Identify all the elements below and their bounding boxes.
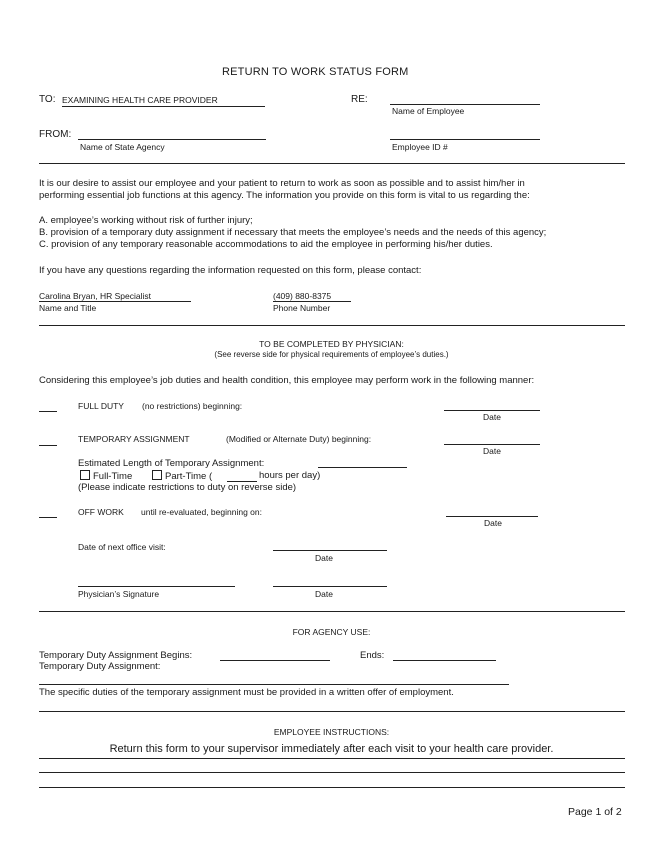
estimated-length-label: Estimated Length of Temporary Assignment:: [78, 458, 265, 469]
date-label: Date: [315, 589, 333, 599]
agency-heading: FOR AGENCY USE:: [292, 627, 371, 637]
name-of-employee-label: Name of Employee: [392, 106, 465, 116]
part-time-checkbox[interactable]: [152, 470, 162, 480]
name-and-title-label: Name and Title: [39, 303, 97, 313]
duty-assignment-label: Temporary Duty Assignment:: [39, 661, 161, 672]
physician-heading: TO BE COMPLETED BY PHYSICIAN:: [259, 339, 404, 349]
re-label: RE:: [351, 94, 368, 105]
full-time-label: Full-Time: [93, 471, 133, 482]
date-label: Date: [483, 412, 501, 422]
questions-text: If you have any questions regarding the information requested on this form, please contact:: [39, 265, 422, 276]
employee-name-field[interactable]: [390, 104, 540, 105]
ends-label: Ends:: [360, 650, 385, 661]
hours-per-day-label: hours per day): [259, 470, 321, 481]
instruction-line: [39, 758, 625, 759]
next-visit-date-field[interactable]: [273, 550, 387, 551]
full-time-option[interactable]: [80, 470, 132, 482]
date-label: Date: [315, 553, 333, 563]
intro-line-2: performing essential job functions at this agency. The information you provide on this form is vital to us regarding the:: [39, 190, 530, 201]
signature-date-field[interactable]: [273, 586, 387, 587]
estimated-length-field[interactable]: [318, 467, 407, 468]
divider: [39, 163, 625, 164]
employee-id-label: Employee ID #: [392, 142, 448, 152]
instruction-line: [39, 787, 625, 788]
full-duty-checkbox-blank[interactable]: [39, 411, 57, 412]
contact-name-value: Carolina Bryan, HR Specialist: [39, 291, 191, 302]
instruction-line: [39, 772, 625, 773]
name-of-state-agency-label: Name of State Agency: [80, 142, 165, 152]
employee-instruction: Return this form to your supervisor immediately after each visit to your health care provider.: [109, 743, 554, 755]
physician-signature-field[interactable]: [78, 586, 235, 587]
off-work-note: until re-evaluated, beginning on:: [141, 507, 262, 517]
temp-assignment-note: (Modified or Alternate Duty) beginning:: [226, 434, 372, 444]
full-duty-note: (no restrictions) beginning:: [142, 401, 243, 411]
to-value: EXAMINING HEALTH CARE PROVIDER: [62, 95, 265, 107]
from-label: FROM:: [39, 129, 72, 140]
next-visit-label: Date of next office visit:: [78, 542, 166, 552]
duty-ends-field[interactable]: [393, 660, 496, 661]
physician-subheading: (See reverse side for physical requirements of employee’s duties.): [214, 350, 449, 359]
temp-assignment-checkbox-blank[interactable]: [39, 445, 57, 446]
off-work-checkbox-blank[interactable]: [39, 517, 57, 518]
phone-number-label: Phone Number: [273, 303, 331, 313]
duty-begins-field[interactable]: [220, 660, 330, 661]
intro-item-b: B. provision of a temporary duty assignment if necessary that meets the employee’s needs and the needs of this agency;: [39, 227, 547, 238]
full-duty-label: FULL DUTY: [78, 401, 124, 411]
restrictions-note: (Please indicate restrictions to duty on reverse side): [78, 482, 297, 493]
duty-begins-label: Temporary Duty Assignment Begins:: [39, 650, 193, 661]
temp-assignment-date-field[interactable]: [444, 444, 540, 445]
specific-duties-note: The specific duties of the temporary assignment must be provided in a written offer of employment.: [39, 687, 454, 698]
intro-item-c: C. provision of any temporary reasonable accommodations to aid the employee in performing his/her duties.: [39, 239, 493, 250]
part-time-option[interactable]: [152, 470, 212, 482]
off-work-label: OFF WORK: [78, 507, 124, 517]
divider: [39, 325, 625, 326]
form-title: RETURN TO WORK STATUS FORM: [222, 66, 409, 78]
physician-signature-label: Physician’s Signature: [78, 589, 160, 599]
employee-heading: EMPLOYEE INSTRUCTIONS:: [273, 727, 390, 737]
page-number: Page 1 of 2: [568, 806, 622, 818]
full-duty-date-field[interactable]: [444, 410, 540, 411]
date-label: Date: [483, 446, 501, 456]
full-time-checkbox[interactable]: [80, 470, 90, 480]
date-label: Date: [484, 518, 502, 528]
part-time-label: Part-Time (: [165, 471, 213, 482]
assignment-description-field[interactable]: [39, 684, 509, 685]
employee-id-field[interactable]: [390, 139, 540, 140]
intro-item-a: A. employee’s working without risk of further injury;: [39, 215, 253, 226]
state-agency-field[interactable]: [78, 139, 266, 140]
to-label: TO:: [39, 94, 56, 105]
temp-assignment-label: TEMPORARY ASSIGNMENT: [78, 434, 190, 444]
divider: [39, 611, 625, 612]
contact-phone-value: (409) 880-8375: [273, 291, 351, 302]
off-work-date-field[interactable]: [446, 516, 538, 517]
divider: [39, 711, 625, 712]
considering-text: Considering this employee’s job duties and health condition, this employee may perform work in the following manner:: [39, 375, 535, 386]
intro-line-1: It is our desire to assist our employee and your patient to return to work as soon as possible and to assist him/her in: [39, 178, 525, 189]
